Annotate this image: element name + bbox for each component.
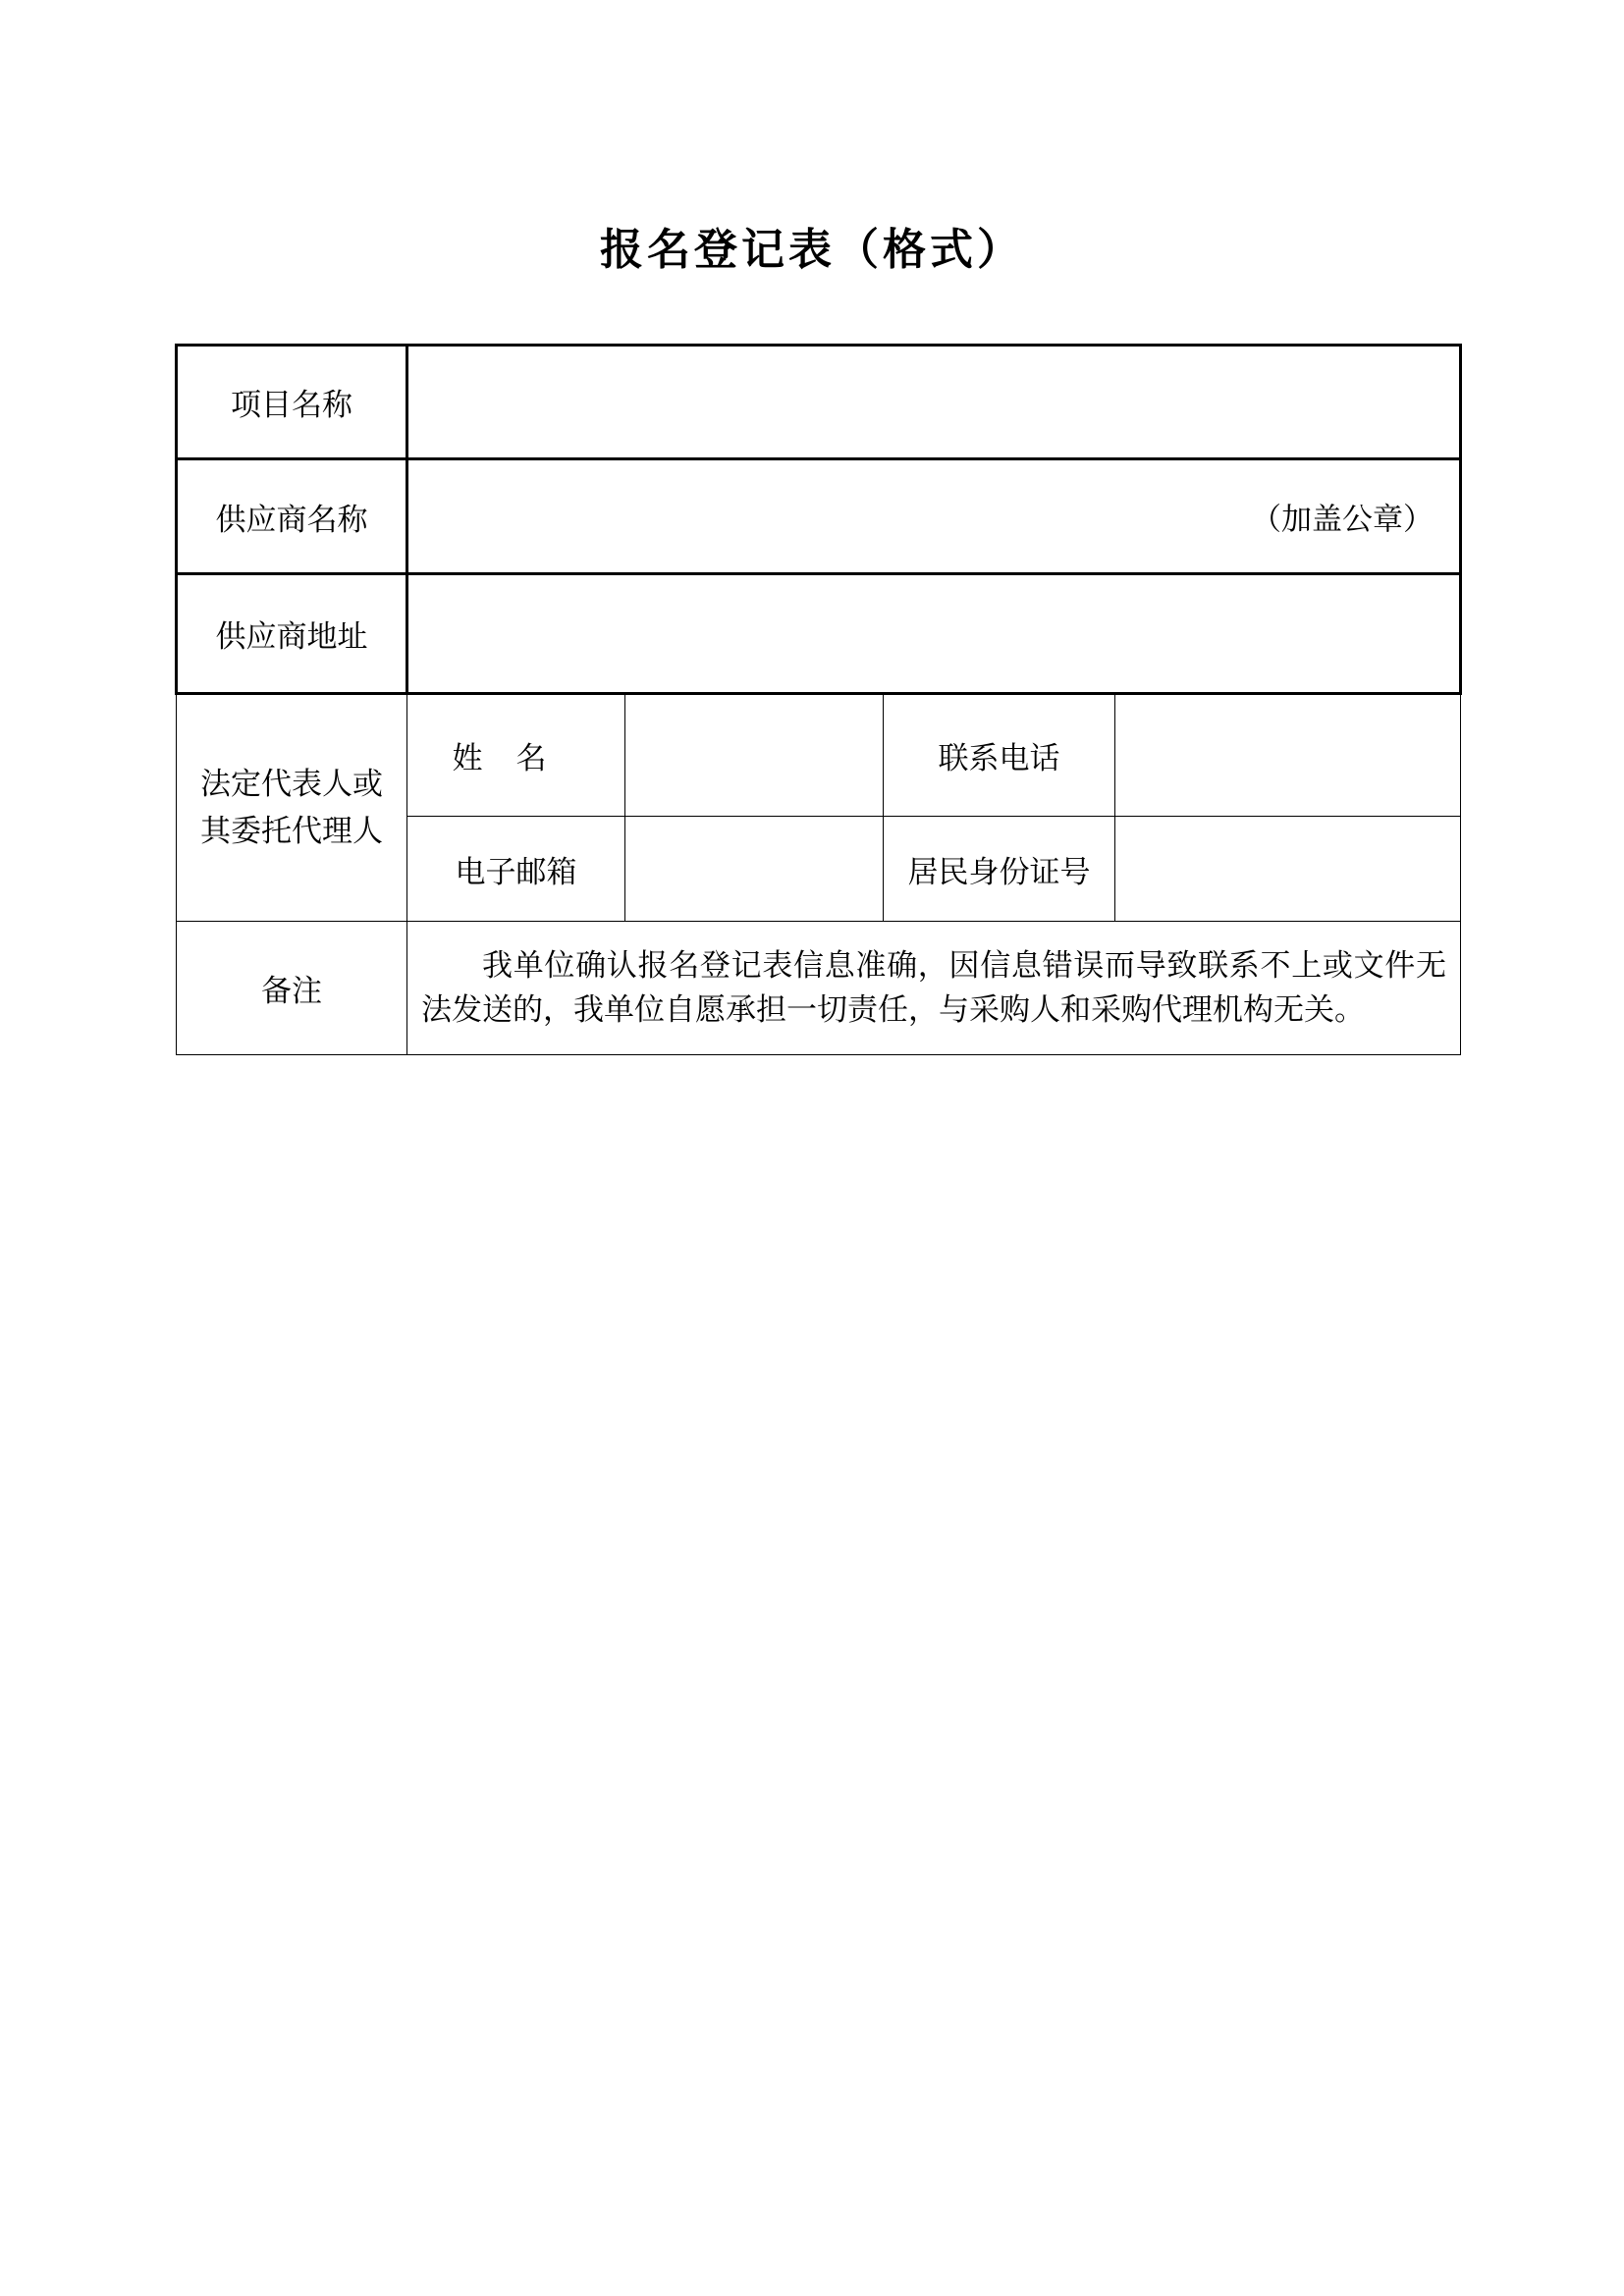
- representative-label-line1: 法定代表人或: [200, 767, 383, 802]
- representative-label: [177, 694, 407, 922]
- phone-field[interactable]: [1115, 694, 1461, 817]
- name-label: 姓名: [407, 694, 625, 817]
- remarks-row: [177, 922, 1461, 1055]
- id-number-field[interactable]: [1115, 817, 1461, 922]
- supplier-name-label: 供应商名称: [177, 459, 407, 574]
- project-name-row: [177, 346, 1461, 459]
- supplier-address-label: 供应商地址: [177, 574, 407, 694]
- id-number-label: 居民身份证号: [884, 817, 1115, 922]
- project-name-field[interactable]: [407, 346, 1461, 459]
- supplier-address-row: [177, 574, 1461, 694]
- registration-form-table: [175, 344, 1462, 1055]
- representative-row-1: [177, 694, 1461, 817]
- supplier-name-field[interactable]: [407, 459, 1461, 574]
- phone-label: 联系电话: [884, 694, 1115, 817]
- document-title: 报名登记表（格式）: [600, 225, 1024, 275]
- remarks-text: 我单位确认报名登记表信息准确，因信息错误而导致联系不上或文件无法发送的，我单位自愿承担一切责任，与采购人和采购代理机构无关。: [407, 922, 1461, 1055]
- remarks-label: 备注: [177, 922, 407, 1055]
- name-field[interactable]: [625, 694, 884, 817]
- email-label: 电子邮箱: [407, 817, 625, 922]
- representative-label-line2: 其委托代理人: [200, 814, 383, 849]
- seal-note: （加盖公章）: [1251, 502, 1434, 538]
- supplier-name-row: [177, 459, 1461, 574]
- supplier-address-field[interactable]: [407, 574, 1461, 694]
- project-name-label: 项目名称: [177, 346, 407, 459]
- email-field[interactable]: [625, 817, 884, 922]
